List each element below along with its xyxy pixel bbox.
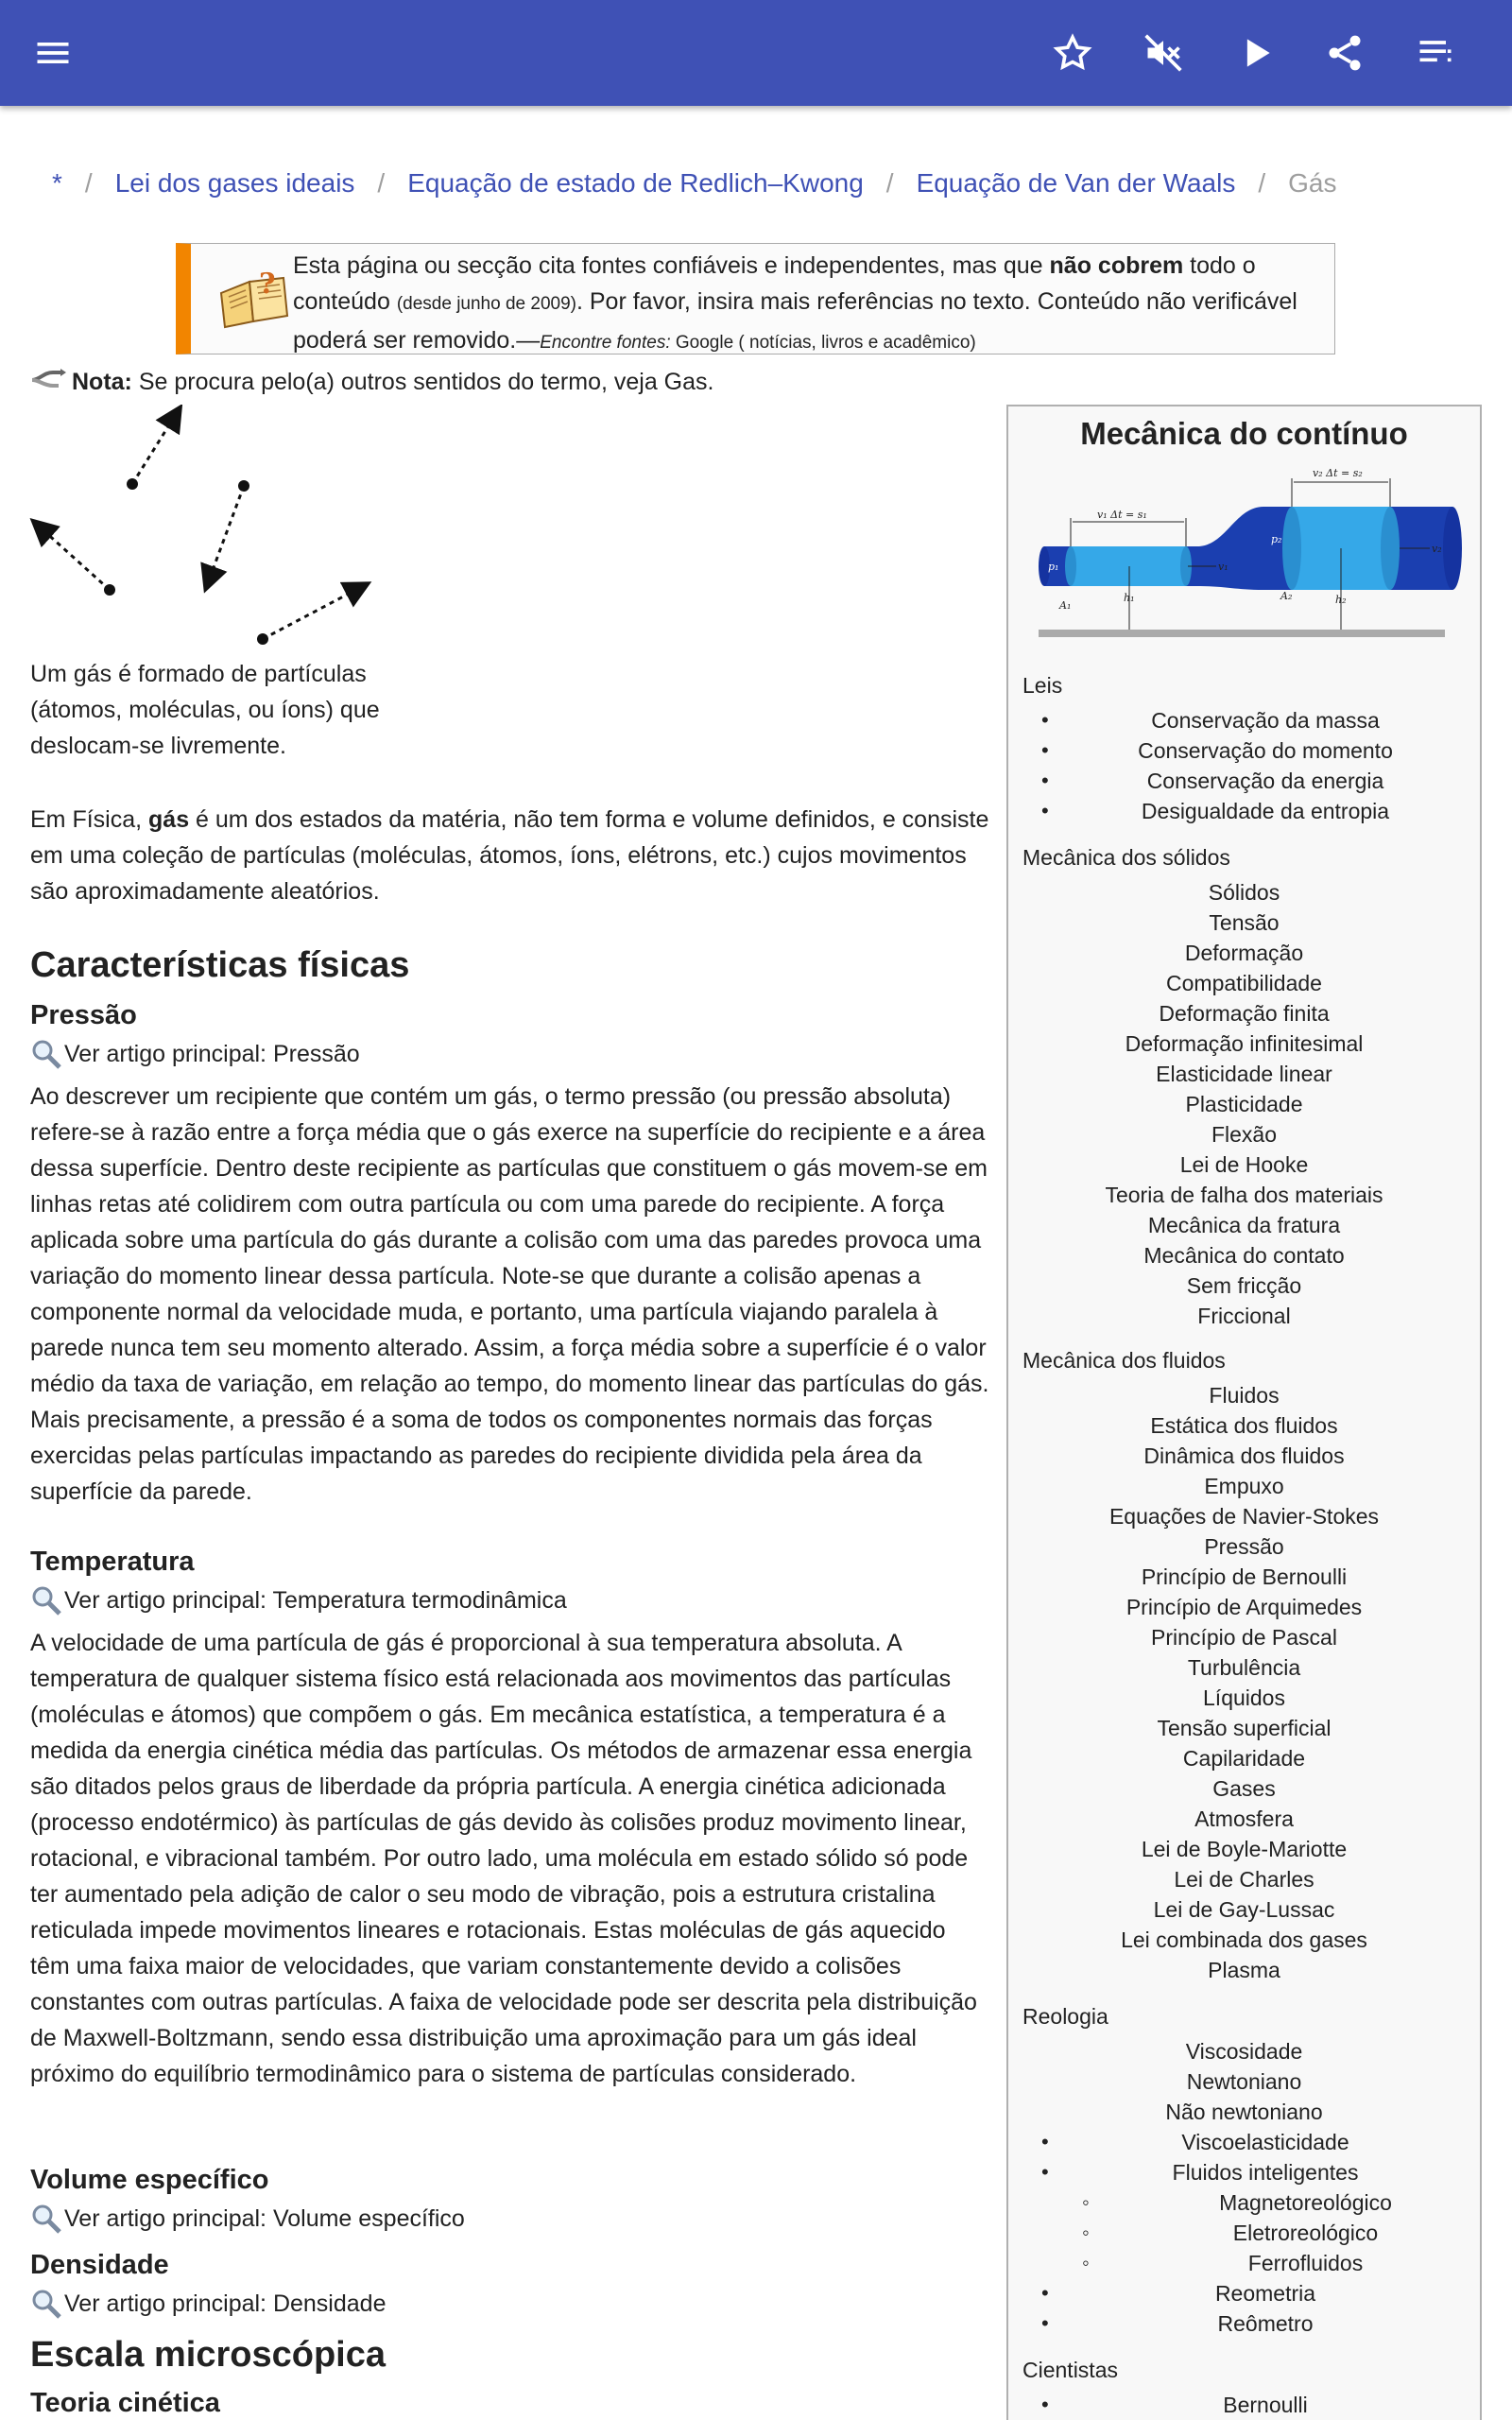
label-v1dt: v₁ Δt = s₁: [1097, 509, 1147, 521]
infobox-title: Mecânica do contínuo: [1080, 416, 1408, 451]
infobox-link-item[interactable]: Mecânica do contato: [1143, 1243, 1345, 1268]
playlist-icon: [1415, 32, 1456, 74]
section-heading-teoria: Teoria cinética: [30, 2388, 220, 2418]
infobox-link-item[interactable]: • Bernoulli: [1008, 2390, 1480, 2420]
notice-text-c: . Por favor, insira mais referências no texto. Conteúdo não verificável poderá ser removido.—: [293, 288, 1297, 354]
gas-particles-figure: [28, 405, 378, 650]
infobox-link-item[interactable]: • Reometria: [1008, 2278, 1480, 2308]
infobox-heading-leis: Leis: [1022, 673, 1063, 698]
label-h2: h₂: [1335, 594, 1347, 606]
see-also-pressao[interactable]: [30, 1038, 360, 1070]
infobox-link-item[interactable]: Elasticidade linear: [1156, 1062, 1332, 1086]
infobox-link-item[interactable]: Estática dos fluidos: [1150, 1413, 1338, 1438]
infobox-heading-reologia: Reologia: [1022, 2004, 1108, 2029]
play-button[interactable]: [1226, 23, 1286, 83]
breadcrumb-current: Gás: [1288, 168, 1337, 198]
temperatura-paragraph: A velocidade de uma partícula de gás é proporcional à sua temperatura absoluta. A temperatura de qualquer sistema físico está relacionada aos movimentos das partículas (moléculas e átomos) que compõem o gás. Em mecânica estatística, a temperatura é a medida da energia cinética média das partículas. Os métodos de armazenar essa energia são ditados pelos graus de liberdade da própria partícula. A energia cinética adicionada (processo endotérmico) às partículas de gás devido às colisões produz movimento linear, rotacional, e vibracional também. Por outro lado, uma molécula em estado sólido só pode ter aumentado pela adição de calor o seu modo de vibração, pois a estrutura cristalina reticulada impede movimentos lineares e rotacionais. Estas moléculas de gás aquecido têm uma faixa maior de velocidades, que variam constantemente devido a colisões constantes com outras partículas. A faixa de velocidade pode ser descrita pela distribuição de Maxwell-Boltzmann, sendo essa distribuição uma aproximação para um gás ideal próximo do equilíbrio termodinâmico para o sistema de partículas considerado.: [30, 1630, 977, 2087]
star-outline-icon: [1052, 32, 1093, 74]
note-label: Nota:: [72, 369, 132, 395]
infobox-list-leis: [1008, 705, 1480, 826]
infobox-link-item[interactable]: Mecânica da fratura: [1147, 1213, 1341, 1237]
figure-caption: Um gás é formado de partículas (átomos, moléculas, ou íons) que deslocam-se livremente.: [30, 661, 380, 759]
menu-icon: [32, 32, 74, 74]
find-sources-links[interactable]: Google ( notícias, livros e acadêmico): [670, 333, 976, 353]
infobox-heading-solidos: Mecânica dos sólidos: [1022, 845, 1230, 870]
infobox-link-item[interactable]: Capilaridade: [1182, 1746, 1306, 1771]
infobox-link-item[interactable]: Lei combinada dos gases: [1121, 1927, 1367, 1952]
infobox-link-item[interactable]: ◦ Ferrofluidos: [1008, 2248, 1480, 2278]
section-heading-temperatura: Temperatura: [30, 1547, 195, 1577]
infobox-link-item[interactable]: Gases: [1212, 1776, 1276, 1801]
disambiguation-icon: [30, 367, 68, 391]
infobox-link-item[interactable]: Sólidos: [1208, 880, 1280, 905]
see-also-volume[interactable]: [30, 2203, 465, 2235]
breadcrumb-separator: /: [84, 168, 93, 198]
infobox-link-item[interactable]: ◦ Magnetoreológico: [1008, 2187, 1480, 2218]
breadcrumb: [52, 168, 1336, 199]
label-a2: A₂: [1280, 590, 1293, 602]
notice-date: (desde junho de 2009): [396, 294, 576, 314]
breadcrumb-separator: /: [1258, 168, 1266, 198]
infobox-link-item[interactable]: Líquidos: [1203, 1685, 1285, 1710]
intro-text-b: é um dos estados da matéria, não tem forma e volume definidos, e consiste em uma coleção de partículas (moléculas, átomos, íons, elétrons, etc.) cujos movimentos são aproximadamente aleatórios.: [30, 806, 989, 905]
intro-paragraph: [30, 802, 989, 909]
infobox-link-item[interactable]: Tensão: [1209, 910, 1280, 935]
menu-button[interactable]: [23, 23, 83, 83]
infobox-link-item[interactable]: Compatibilidade: [1166, 971, 1322, 995]
section-heading-volume: Volume específico: [30, 2165, 269, 2195]
infobox-link-item[interactable]: Plasma: [1208, 1958, 1280, 1982]
infobox-list-solidos: [1008, 877, 1480, 1331]
app-bar: [0, 0, 1512, 106]
breadcrumb-separator: /: [377, 168, 386, 198]
section-heading-caracteristicas: Características físicas: [30, 945, 410, 985]
notice-text-bold: não cobrem: [1049, 252, 1184, 279]
magnifier-icon: [30, 2203, 62, 2235]
share-icon: [1324, 32, 1366, 74]
infobox-link-item[interactable]: Não newtoniano: [1165, 2100, 1323, 2124]
label-v2: v₂: [1432, 543, 1442, 555]
infobox-link-item[interactable]: Friccional: [1197, 1304, 1291, 1328]
infobox-link-item[interactable]: Lei de Charles: [1174, 1867, 1314, 1892]
label-h1: h₁: [1124, 592, 1135, 604]
infobox-link-item[interactable]: Empuxo: [1204, 1474, 1284, 1498]
infobox-list-cientistas: [1008, 2390, 1480, 2420]
breadcrumb-separator: /: [885, 168, 894, 198]
breadcrumb-item-redlich-kwong[interactable]: Equação de estado de Redlich–Kwong: [407, 168, 864, 198]
breadcrumb-item-van-der-waals[interactable]: Equação de Van der Waals: [916, 168, 1236, 198]
infobox-link-item[interactable]: Lei de Boyle-Mariotte: [1141, 1837, 1348, 1861]
intro-text-a: Em Física,: [30, 806, 149, 833]
label-a1: A₁: [1059, 599, 1072, 612]
magnifier-icon: [30, 1584, 62, 1616]
infobox-link-item[interactable]: Deformação finita: [1159, 1001, 1330, 1026]
label-v1: v₁: [1218, 561, 1228, 573]
intro-text-bold: gás: [148, 806, 190, 833]
infobox-link-item[interactable]: Princípio de Bernoulli: [1141, 1564, 1348, 1589]
disambiguation-note: [30, 367, 713, 396]
infobox-link-item[interactable]: Tensão superficial: [1157, 1716, 1332, 1740]
notice-text-a: Esta página ou secção cita fontes confiáveis e independentes, mas que: [293, 252, 1050, 279]
infobox-link-item[interactable]: Turbulência: [1187, 1655, 1301, 1680]
notice-text-b: todo o conteúdo: [293, 252, 1256, 315]
infobox-link-item[interactable]: Plasticidade: [1185, 1092, 1303, 1116]
infobox-link-item[interactable]: Fluidos: [1209, 1383, 1280, 1408]
infobox-link-item[interactable]: Princípio de Arquimedes: [1125, 1595, 1363, 1619]
infobox-link-item[interactable]: Deformação: [1184, 941, 1304, 965]
favorite-button[interactable]: [1042, 23, 1103, 83]
see-also-temperatura-text: Ver artigo principal: Temperatura termodinâmica: [64, 1586, 567, 1614]
citation-notice-text: [293, 248, 1314, 361]
see-also-volume-text: Ver artigo principal: Volume específico: [64, 2204, 465, 2232]
infobox-link-item[interactable]: Teoria de falha dos materiais: [1105, 1183, 1383, 1207]
infobox-continuum-mechanics: [1006, 405, 1482, 2420]
infobox-heading-cientistas: Cientistas: [1022, 2358, 1118, 2382]
book-question-icon: [215, 265, 291, 331]
magnifier-icon: [30, 2288, 62, 2320]
infobox-link-item[interactable]: • Conservação da energia: [1008, 766, 1480, 796]
label-p1: p₁: [1048, 561, 1059, 573]
infobox-link-item[interactable]: Deformação infinitesimal: [1125, 1031, 1364, 1056]
label-v2dt: v₂ Δt = s₂: [1313, 467, 1363, 479]
infobox-link-item[interactable]: Atmosfera: [1194, 1806, 1294, 1831]
section-heading-pressao: Pressão: [30, 1000, 137, 1030]
see-also-densidade[interactable]: [30, 2288, 386, 2320]
infobox-link-item[interactable]: • Fluidos inteligentes: [1008, 2157, 1480, 2187]
infobox-link-item[interactable]: • Viscoelasticidade: [1008, 2127, 1480, 2157]
infobox-link-item[interactable]: • Conservação da massa: [1008, 705, 1480, 735]
section-heading-densidade: Densidade: [30, 2250, 169, 2280]
infobox-link-item[interactable]: Newtoniano: [1186, 2069, 1302, 2094]
see-also-pressao-text: Ver artigo principal: Pressão: [64, 1040, 360, 1067]
magnifier-icon: [30, 1038, 62, 1070]
label-p2: p₂: [1271, 533, 1282, 545]
see-also-densidade-text: Ver artigo principal: Densidade: [64, 2290, 387, 2317]
infobox-link-item[interactable]: • Conservação do momento: [1008, 735, 1480, 766]
infobox-link-item[interactable]: Equações de Navier-Stokes: [1108, 1504, 1380, 1529]
infobox-link-item[interactable]: Flexão: [1211, 1122, 1278, 1147]
mute-button[interactable]: [1133, 23, 1194, 83]
infobox-list-reologia: [1008, 2036, 1480, 2339]
infobox-link-item[interactable]: Lei de Hooke: [1179, 1152, 1309, 1177]
infobox-link-item[interactable]: Lei de Gay-Lussac: [1153, 1897, 1335, 1922]
infobox-link-item[interactable]: Pressão: [1204, 1534, 1284, 1559]
citation-notice: [176, 243, 1335, 354]
breadcrumb-item-root[interactable]: *: [52, 168, 62, 198]
infobox-link-item[interactable]: Dinâmica dos fluidos: [1143, 1443, 1345, 1468]
pressao-paragraph: Ao descrever um recipiente que contém um gás, o termo pressão (ou pressão absoluta) refere-se à razão entre a força média que o gás exerce na superfície do recipiente e a área dessa superfície. Dentro deste recipiente as partículas que constituem o gás movem-se em linhas retas até colidirem com outra partícula ou com uma parede do recipiente. A força aplicada sobre uma partícula do gás durante a colisão com uma das paredes provoca uma variação do momento linear dessa partícula. Note-se que durante a colisão apenas a componente normal da velocidade muda, e portanto, uma partícula viajando paralela à parede nunca tem seu momento alterado. Assim, a força média sobre a superfície é o valor médio da taxa de variação, em relação ao tempo, do momento linear das partículas do gás. Mais precisamente, a pressão é a soma de todos os componentes normais das forças exercidas pelas partículas impactando as paredes do recipiente dividida pela área da superfície da parede.: [30, 1083, 989, 1505]
volume-off-icon: [1143, 32, 1184, 74]
infobox-link-item[interactable]: Princípio de Pascal: [1151, 1625, 1337, 1650]
infobox-link-item[interactable]: Viscosidade: [1185, 2039, 1303, 2064]
infobox-link-item[interactable]: Sem fricção: [1186, 1273, 1302, 1298]
infobox-heading-fluidos: Mecânica dos fluidos: [1022, 1348, 1226, 1373]
infobox-link-item[interactable]: • Desigualdade da entropia: [1008, 796, 1480, 826]
bernoulli-pipe-figure: [1037, 459, 1462, 648]
play-icon: [1235, 32, 1277, 74]
see-also-temperatura[interactable]: [30, 1584, 567, 1616]
find-sources-label: Encontre fontes:: [540, 333, 671, 353]
infobox-list-fluidos: [1008, 1380, 1480, 1985]
svg-text:?: ?: [259, 268, 276, 301]
contents-button[interactable]: [1405, 23, 1466, 83]
share-button[interactable]: [1314, 23, 1375, 83]
breadcrumb-item-lei-gases[interactable]: Lei dos gases ideais: [114, 168, 355, 198]
infobox-link-item[interactable]: ◦ Eletroreológico: [1008, 2218, 1480, 2248]
note-text: Se procura pelo(a) outros sentidos do termo, veja Gas.: [131, 369, 714, 395]
section-heading-escala: Escala microscópica: [30, 2335, 386, 2375]
infobox-link-item[interactable]: • Reômetro: [1008, 2308, 1480, 2339]
